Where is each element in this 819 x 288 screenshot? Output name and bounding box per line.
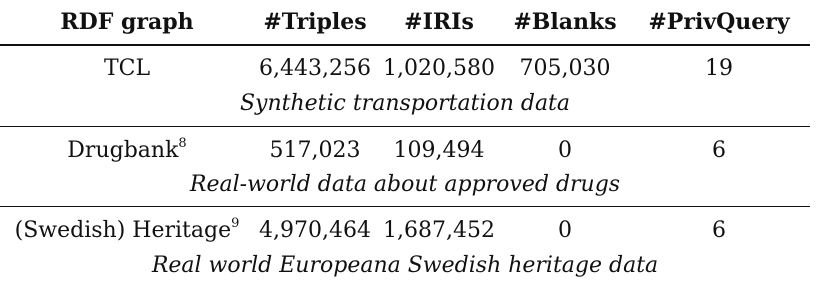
graph-name-cell	[0, 214, 254, 248]
iris-cell: 1,687,452	[383, 218, 495, 243]
graph-name: (Swedish) Heritage	[14, 218, 232, 243]
row-separator-1	[0, 126, 810, 127]
table-header-row	[0, 5, 819, 39]
blanks-cell: 705,030	[519, 56, 611, 81]
row-caption: Real world Europeana Swedish heritage data	[151, 253, 659, 278]
privquery-cell: 6	[712, 218, 726, 243]
iris-cell: 109,494	[393, 138, 485, 163]
iris-cell: 1,020,580	[383, 56, 495, 81]
header-privquery: #PrivQuery	[648, 9, 790, 35]
header-blanks: #Blanks	[513, 9, 617, 35]
triples-cell: 517,023	[269, 138, 361, 163]
graph-name-cell	[0, 134, 254, 168]
row-separator-2	[0, 206, 810, 207]
graph-name-cell	[0, 52, 254, 86]
privquery-cell: 19	[705, 56, 733, 81]
triples-cell: 6,443,256	[259, 56, 371, 81]
header-iris: #IRIs	[404, 9, 474, 35]
header-triples: #Triples	[263, 9, 367, 35]
blanks-cell: 0	[558, 218, 572, 243]
footnote-marker: 8	[178, 135, 187, 151]
row-caption: Real-world data about approved drugs	[189, 172, 621, 197]
header-rule	[0, 44, 810, 46]
header-rdf-graph: RDF graph	[60, 9, 194, 35]
blanks-cell: 0	[558, 138, 572, 163]
table-row-heritage	[0, 214, 819, 248]
table-row-tcl	[0, 52, 819, 86]
graph-name: TCL	[103, 56, 151, 81]
privquery-cell: 6	[712, 138, 726, 163]
triples-cell: 4,970,464	[259, 218, 371, 243]
row-caption: Synthetic transportation data	[239, 91, 571, 116]
graph-name: Drugbank	[67, 138, 179, 163]
footnote-marker: 9	[231, 215, 240, 231]
table-row-drugbank	[0, 134, 819, 168]
